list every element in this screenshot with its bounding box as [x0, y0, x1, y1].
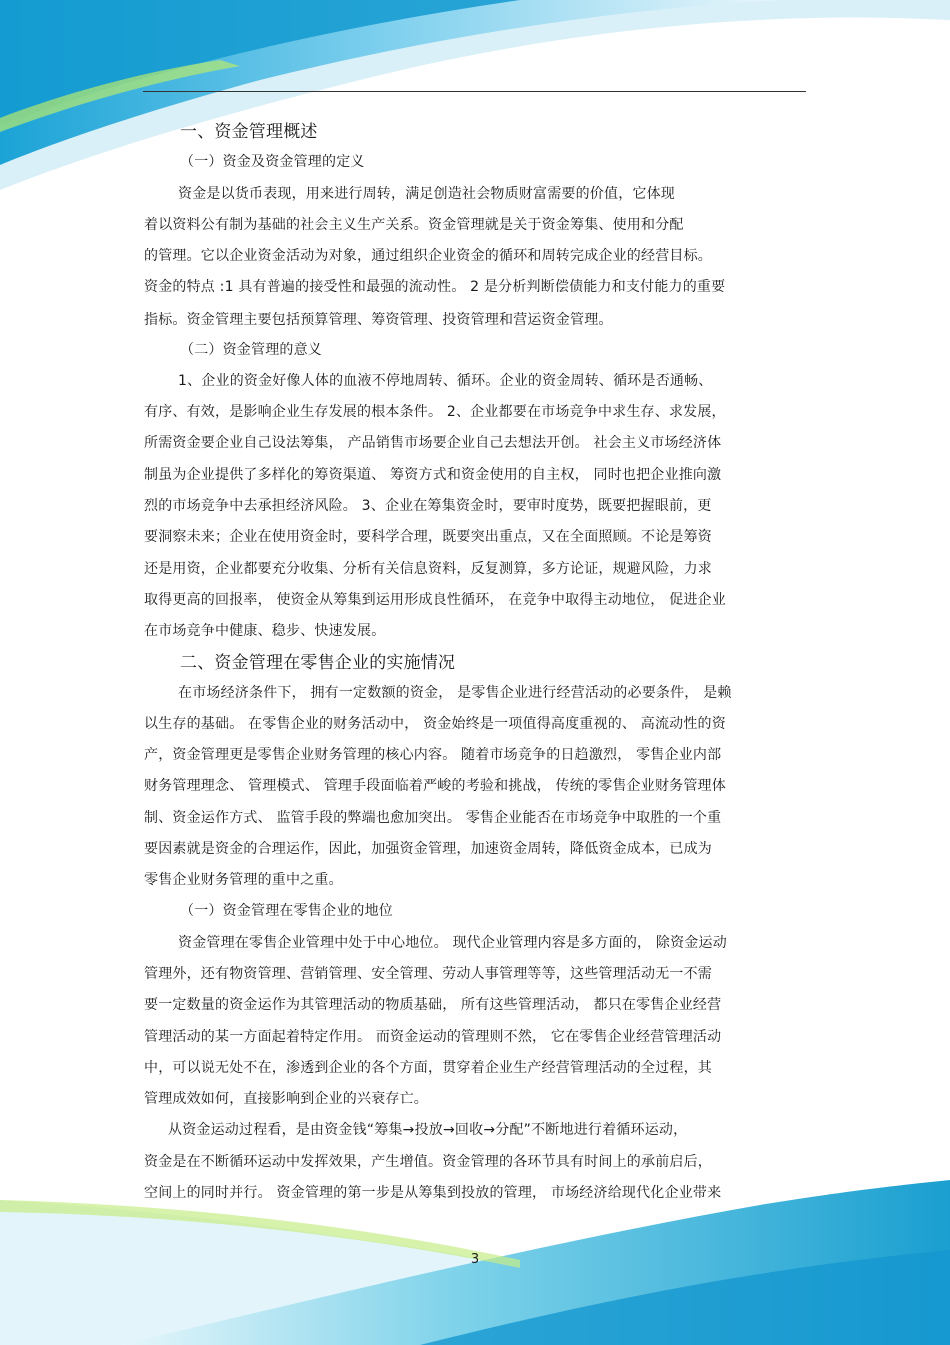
paragraph-line: 从资金运动过程看，是由资金钱“筹集→投放→回收→分配”不断地进行着循环运动， — [168, 1122, 688, 1138]
subsection-heading: （二）资金管理的意义 — [180, 342, 322, 358]
paragraph-line: 指标。资金管理主要包括预算管理、筹资管理、投资管理和营运资金管理。 — [144, 312, 613, 328]
section-heading: 二、资金管理在零售企业的实施情况 — [180, 653, 456, 673]
paragraph-line: 零售企业财务管理的重中之重。 — [144, 872, 343, 888]
paragraph-line: 资金是在不断循环运动中发挥效果，产生增值。资金管理的各环节具有时间上的承前启后， — [144, 1154, 712, 1170]
paragraph-line: 空间上的同时并行。 资金管理的第一步是从筹集到投放的管理， 市场经济给现代化企业带来 — [144, 1185, 722, 1201]
paragraph-line: 的管理。它以企业资金活动为对象，通过组织企业资金的循环和周转完成企业的经营目标。 — [144, 248, 712, 264]
paragraph-line: 着以资料公有制为基础的社会主义生产关系。资金管理就是关于资金筹集、使用和分配 — [144, 217, 684, 233]
paragraph-line: 取得更高的回报率， 使资金从筹集到运用形成良性循环， 在竞争中取得主动地位， 促进企业 — [144, 592, 726, 608]
paragraph-line: 要因素就是资金的合理运作，因此，加强资金管理，加速资金周转，降低资金成本，已成为 — [144, 841, 712, 857]
paragraph-line: 资金是以货币表现，用来进行周转，满足创造社会物质财富需要的价值，它体现 — [178, 186, 675, 202]
paragraph-line: 在市场竞争中健康、稳步、快速发展。 — [144, 623, 386, 639]
paragraph-line: 制虽为企业提供了多样化的筹资渠道、 筹资方式和资金使用的自主权， 同时也把企业推向激 — [144, 467, 722, 483]
header-rule — [143, 91, 806, 92]
paragraph-line: 管理成效如何，直接影响到企业的兴衰存亡。 — [144, 1091, 428, 1107]
paragraph-line: 要洞察未来；企业在使用资金时，要科学合理，既要突出重点，又在全面照顾。不论是筹资 — [144, 529, 712, 545]
page-number: 3 — [470, 1252, 480, 1267]
paragraph-line: 还是用资，企业都要充分收集、分析有关信息资料，反复测算，多方论证，规避风险，力求 — [144, 561, 712, 577]
paragraph-line: 要一定数量的资金运作为其管理活动的物质基础， 所有这些管理活动， 都只在零售企业经营 — [144, 997, 722, 1013]
subsection-heading: （一）资金管理在零售企业的地位 — [180, 903, 393, 919]
paragraph-line: 管理外，还有物资管理、营销管理、安全管理、劳动人事管理等等，这些管理活动无一不需 — [144, 966, 712, 982]
paragraph-line: 1、企业的资金好像人体的血液不停地周转、循环。企业的资金周转、循环是否通畅、 — [178, 373, 713, 389]
paragraph-line: 烈的市场竞争中去承担经济风险。 3、企业在筹集资金时，要审时度势，既要把握眼前，更 — [144, 498, 712, 514]
paragraph-line: 有序、有效，是影响企业生存发展的根本条件。 2、企业都要在市场竞争中求生存、求发展， — [144, 404, 726, 420]
paragraph-line: 资金的特点 :1 具有普遍的接受性和最强的流动性。 2 是分析判断偿债能力和支付能力的重要 — [144, 279, 726, 295]
paragraph-line: 产，资金管理更是零售企业财务管理的核心内容。 随着市场竞争的日趋激烈， 零售企业内部 — [144, 747, 722, 763]
paragraph-line: 制、资金运作方式、 监管手段的弊端也愈加突出。 零售企业能否在市场竞争中取胜的一个重 — [144, 810, 722, 826]
paragraph-line: 所需资金要企业自己设法筹集， 产品销售市场要企业自己去想法开创。 社会主义市场经济体 — [144, 435, 722, 451]
paragraph-line: 以生存的基础。 在零售企业的财务活动中， 资金始终是一项值得高度重视的、 高流动性的资 — [144, 716, 726, 732]
section-heading: 一、资金管理概述 — [180, 122, 318, 142]
subsection-heading: （一）资金及资金管理的定义 — [180, 154, 365, 170]
paragraph-line: 在市场经济条件下， 拥有一定数额的资金， 是零售企业进行经营活动的必要条件， 是赖 — [178, 685, 732, 701]
paragraph-line: 中，可以说无处不在，渗透到企业的各个方面，贯穿着企业生产经营管理活动的全过程，其 — [144, 1060, 712, 1076]
paragraph-line: 资金管理在零售企业管理中处于中心地位。 现代企业管理内容是多方面的， 除资金运动 — [178, 935, 727, 951]
paragraph-line: 财务管理理念、 管理模式、 管理手段面临着严峻的考验和挑战， 传统的零售企业财务管理体 — [144, 778, 726, 794]
paragraph-line: 管理活动的某一方面起着特定作用。 而资金运动的管理则不然， 它在零售企业经营管理活动 — [144, 1029, 722, 1045]
